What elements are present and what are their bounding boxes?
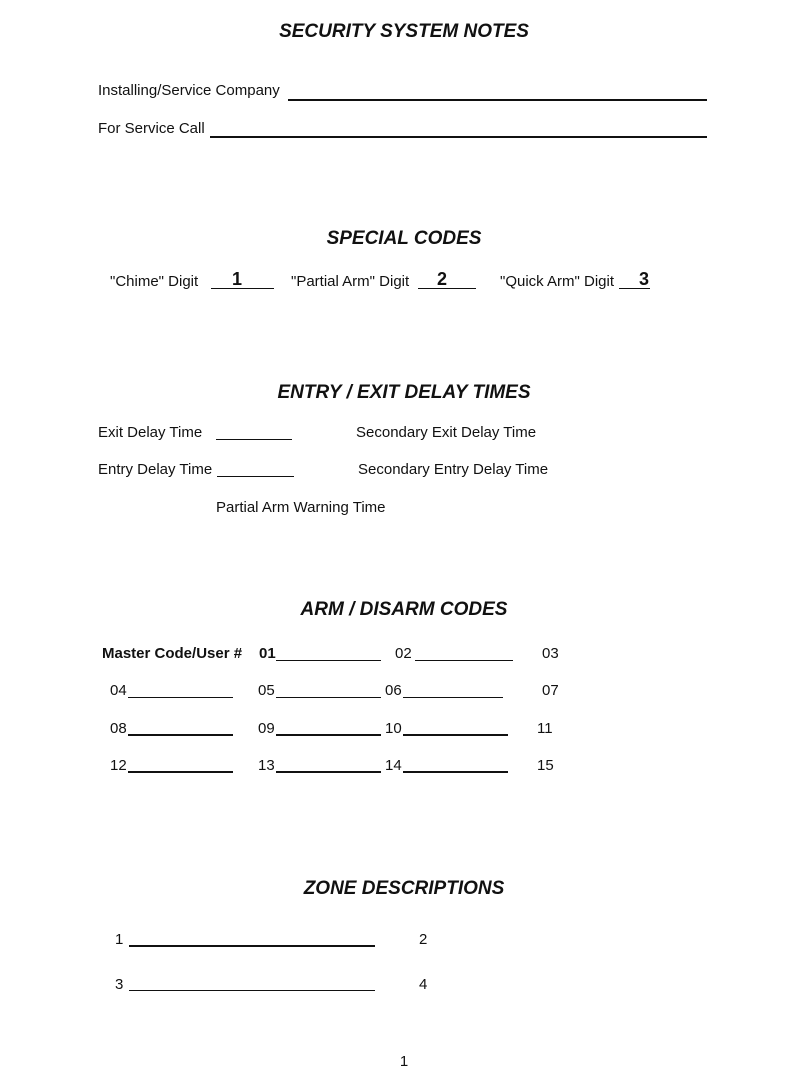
user-07-label: 07: [542, 682, 559, 699]
user-10-label: 10: [385, 720, 402, 737]
user-12-label: 12: [110, 757, 127, 774]
service-call-field[interactable]: [210, 136, 707, 138]
user-01-label: 01: [259, 645, 276, 662]
exit-delay-field[interactable]: [216, 439, 292, 440]
secondary-exit-label: Secondary Exit Delay Time: [356, 424, 537, 441]
user-14-field[interactable]: [403, 771, 508, 773]
user-06-label: 06: [385, 682, 402, 699]
user-05-field[interactable]: [276, 697, 381, 698]
company-field[interactable]: [288, 99, 707, 101]
zone-3-field[interactable]: [129, 990, 375, 991]
user-06-field[interactable]: [403, 697, 503, 698]
zone-1-label: 1: [115, 931, 124, 948]
exit-delay-label: Exit Delay Time: [98, 424, 203, 441]
entry-delay-field[interactable]: [217, 476, 294, 477]
company-label: Installing/Service Company: [98, 82, 280, 99]
user-05-label: 05: [258, 682, 275, 699]
user-02-label: 02: [395, 645, 412, 662]
zone-descriptions-heading: ZONE DESCRIPTIONS: [303, 878, 505, 899]
special-codes-heading: SPECIAL CODES: [326, 228, 482, 249]
partial-label: "Partial Arm" Digit: [291, 273, 410, 290]
page-number: 1: [399, 1053, 409, 1070]
zone-2-label: 2: [419, 931, 428, 948]
user-13-field[interactable]: [276, 771, 381, 773]
user-10-field[interactable]: [403, 734, 508, 736]
user-08-label: 08: [110, 720, 127, 737]
zone-3-label: 3: [115, 976, 124, 993]
user-02-field[interactable]: [415, 660, 513, 661]
user-12-field[interactable]: [128, 771, 233, 773]
user-14-label: 14: [385, 757, 402, 774]
partial-warning-label: Partial Arm Warning Time: [216, 499, 386, 516]
user-04-label: 04: [110, 682, 127, 699]
arm-codes-heading: ARM / DISARM CODES: [300, 599, 508, 620]
user-03-label: 03: [542, 645, 559, 662]
chime-label: "Chime" Digit: [110, 273, 199, 290]
quick-value: 3: [639, 269, 650, 289]
secondary-entry-label: Secondary Entry Delay Time: [358, 461, 549, 478]
master-code-label: Master Code/User #: [102, 645, 243, 662]
entry-delay-label: Entry Delay Time: [98, 461, 213, 478]
user-13-label: 13: [258, 757, 275, 774]
user-08-field[interactable]: [128, 734, 233, 736]
zone-4-label: 4: [419, 976, 428, 993]
chime-field[interactable]: [211, 288, 274, 289]
partial-value: 2: [437, 269, 448, 289]
user-09-field[interactable]: [276, 734, 381, 736]
quick-label: "Quick Arm" Digit: [500, 273, 615, 290]
user-11-label: 11: [537, 720, 553, 737]
user-15-label: 15: [537, 757, 554, 774]
service-call-label: For Service Call: [98, 120, 205, 137]
user-04-field[interactable]: [128, 697, 233, 698]
chime-value: 1: [232, 269, 243, 289]
user-01-field[interactable]: [276, 660, 381, 661]
user-09-label: 09: [258, 720, 275, 737]
page-title: SECURITY SYSTEM NOTES: [279, 21, 529, 42]
zone-1-field[interactable]: [129, 945, 375, 947]
delay-times-heading: ENTRY / EXIT DELAY TIMES: [277, 382, 531, 403]
